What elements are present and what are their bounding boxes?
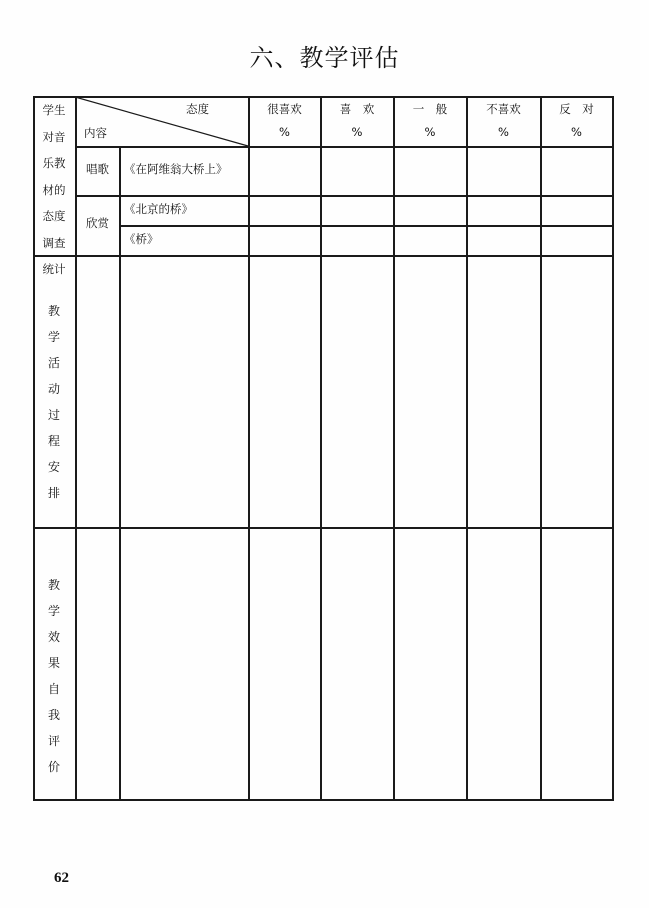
item-beijing-bridge: 《北京的桥》 xyxy=(124,202,193,216)
label-char: 学 xyxy=(47,604,60,618)
label-char: 评 xyxy=(47,734,60,748)
column-header-unit: % xyxy=(351,124,363,139)
column-header-like xyxy=(321,104,393,138)
cell-row1-like[interactable] xyxy=(322,148,393,195)
label-char: 过 xyxy=(47,408,60,422)
column-header-unit: % xyxy=(498,124,509,139)
column-header-label: 很喜欢 xyxy=(267,102,302,116)
cell-row1-oppose[interactable] xyxy=(542,148,612,195)
label-char: 教 xyxy=(47,304,60,318)
label-char: 程 xyxy=(47,434,60,448)
page-number: 62 xyxy=(54,870,69,886)
label-line: 学生 xyxy=(42,103,66,117)
label-char: 果 xyxy=(47,656,60,670)
page-title: 六、教学评估 xyxy=(249,44,400,72)
cell-row3-like[interactable] xyxy=(322,227,393,255)
diagonal-header-content: 内容 xyxy=(84,126,107,140)
evaluation-section-label xyxy=(33,572,75,780)
table-border-right xyxy=(612,96,614,801)
column-header-neutral xyxy=(394,104,466,138)
cell-row3-very-like[interactable] xyxy=(250,227,320,255)
column-header-label: 反 对 xyxy=(559,102,594,116)
label-line: 对音 xyxy=(42,129,66,144)
column-header-label: 不喜欢 xyxy=(486,102,521,116)
column-header-unit: % xyxy=(571,124,582,139)
label-line: 乐教 xyxy=(42,156,66,170)
cell-row2-oppose[interactable] xyxy=(542,197,612,225)
label-char: 活 xyxy=(47,356,60,370)
label-line: 态度 xyxy=(42,209,66,223)
activity-section-label xyxy=(33,298,75,506)
column-header-oppose xyxy=(541,104,612,138)
cell-row2-very-like[interactable] xyxy=(250,197,320,225)
cell-row2-neutral[interactable] xyxy=(395,197,466,225)
item-song-avignon-bridge: 《在阿维翁大桥上》 xyxy=(124,162,228,176)
survey-section-label xyxy=(33,97,75,283)
item-bridge: 《桥》 xyxy=(124,232,159,246)
label-char: 我 xyxy=(47,708,60,722)
label-char: 价 xyxy=(47,760,60,774)
cell-row3-neutral[interactable] xyxy=(395,227,466,255)
cell-row1-dislike[interactable] xyxy=(468,148,540,195)
column-header-very-like xyxy=(249,104,320,138)
label-char: 教 xyxy=(47,578,60,592)
column-header-label: 喜 欢 xyxy=(339,102,375,116)
diagonal-header-attitude: 态度 xyxy=(186,102,209,116)
column-header-label: 一 般 xyxy=(412,102,448,116)
label-line: 统计 xyxy=(42,262,66,276)
label-char: 自 xyxy=(47,682,60,696)
cell-row2-dislike[interactable] xyxy=(468,197,540,225)
cell-row3-dislike[interactable] xyxy=(468,227,540,255)
label-char: 效 xyxy=(47,630,60,644)
label-char: 动 xyxy=(47,382,60,396)
activity-section-writing-area[interactable] xyxy=(77,257,612,527)
column-header-unit: % xyxy=(279,124,290,139)
evaluation-section-writing-area[interactable] xyxy=(77,529,612,799)
label-char: 学 xyxy=(47,330,60,344)
cell-row1-neutral[interactable] xyxy=(395,148,466,195)
cell-row1-very-like[interactable] xyxy=(250,148,320,195)
category-singing: 唱歌 xyxy=(86,162,109,176)
column-header-unit: % xyxy=(424,124,436,139)
label-line: 材的 xyxy=(42,182,66,197)
label-line: 调查 xyxy=(42,235,66,250)
category-appreciation: 欣赏 xyxy=(86,216,109,230)
label-char: 排 xyxy=(47,486,60,500)
cell-row3-oppose[interactable] xyxy=(542,227,612,255)
cell-row2-like[interactable] xyxy=(322,197,393,225)
column-header-dislike xyxy=(467,104,540,138)
label-char: 安 xyxy=(47,460,60,474)
